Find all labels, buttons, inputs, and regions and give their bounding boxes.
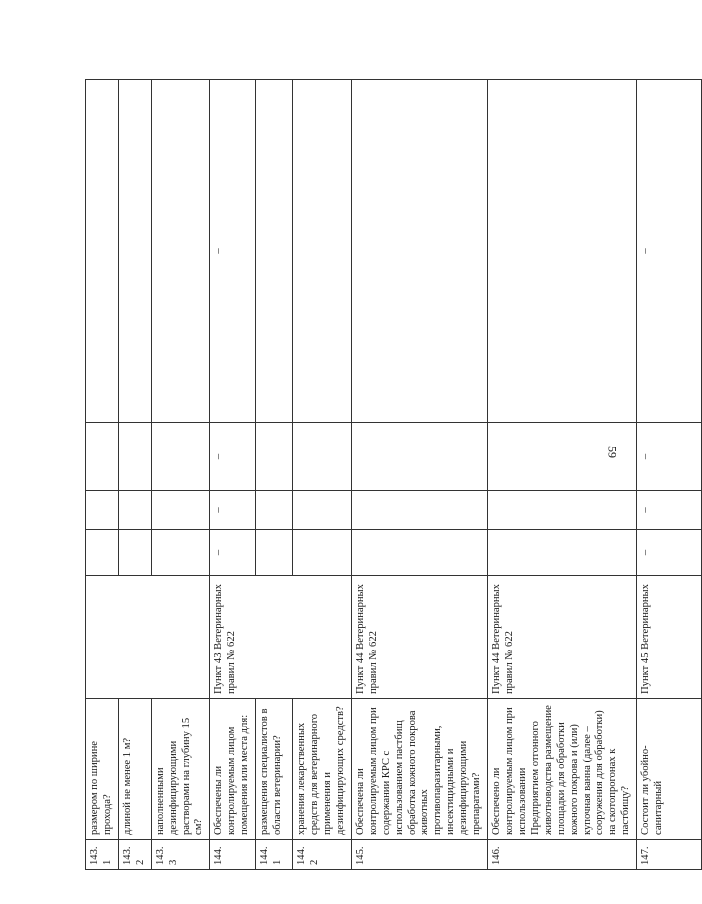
row-basis: Пункт 44 Ветеринарных правил № 622 — [351, 576, 487, 699]
table-row — [488, 80, 637, 870]
row-question: размещения специалистов в области ветеринарии? — [256, 699, 293, 840]
cell-yes — [86, 530, 119, 576]
row-number: 147. — [637, 840, 702, 870]
row-number: 143.1 — [86, 840, 119, 870]
row-question: Обеспечены ли контролируемым лицом помещения или места для: — [210, 699, 256, 840]
cell-note — [351, 80, 487, 423]
cell-note: – — [637, 80, 702, 423]
cell-na — [293, 423, 352, 491]
cell-note — [86, 80, 119, 423]
row-question: Состоит ли убойно-санитарный — [637, 699, 702, 840]
cell-na — [256, 423, 293, 491]
table-row — [351, 80, 487, 870]
cell-note: – — [210, 80, 256, 423]
row-number: 145. — [351, 840, 487, 870]
row-question: Обеспечено ли контролируемым лицом при использовании Предприятием отгонного животноводства размещение площадки для обработки кожного покрова и (или) купочная ванна (далее – сооружения для обработки) на скотопрогонах к пастбищу? — [488, 699, 637, 840]
table-row — [118, 80, 151, 870]
cell-no — [151, 491, 210, 530]
cell-na — [351, 423, 487, 491]
row-number: 144. — [210, 840, 256, 870]
row-basis: Пункт 44 Ветеринарных правил № 622 — [488, 576, 637, 699]
row-question: наполненными дезинфицирующими растворами на глубину 15 см? — [151, 699, 210, 840]
row-number: 143.2 — [118, 840, 151, 870]
cell-note — [256, 80, 293, 423]
cell-note — [488, 80, 637, 423]
cell-yes: – — [210, 530, 256, 576]
cell-no — [488, 491, 637, 530]
row-number: 143.3 — [151, 840, 210, 870]
cell-na — [488, 423, 637, 491]
table-row — [293, 80, 352, 870]
cell-no — [86, 491, 119, 530]
cell-no — [256, 491, 293, 530]
cell-no: – — [637, 491, 702, 530]
cell-note — [118, 80, 151, 423]
cell-note — [151, 80, 210, 423]
requirements-table — [85, 79, 702, 870]
row-question: хранения лекарственных средств для ветеринарного применения и дезинфицирующих средств? — [293, 699, 352, 840]
cell-yes — [488, 530, 637, 576]
page-number: 59 — [605, 446, 620, 458]
row-basis — [86, 576, 210, 699]
cell-yes — [151, 530, 210, 576]
cell-no — [118, 491, 151, 530]
row-question: Обеспечена ли контролируемым лицом при содержании КРС с использованием пастбищ обработка кожного покрова животных противопаразитарными, инсектицидными и дезинфицирующими препаратами? — [351, 699, 487, 840]
cell-na: – — [210, 423, 256, 491]
cell-no — [351, 491, 487, 530]
cell-na: – — [637, 423, 702, 491]
row-number: 146. — [488, 840, 637, 870]
table-row — [210, 80, 256, 870]
table-row — [256, 80, 293, 870]
table-row — [86, 80, 119, 870]
row-basis: Пункт 45 Ветеринарных — [637, 576, 702, 699]
cell-na — [151, 423, 210, 491]
row-question: длиной не менее 1 м? — [118, 699, 151, 840]
row-basis: Пункт 43 Ветеринарных правил № 622 — [210, 576, 351, 699]
cell-yes — [118, 530, 151, 576]
row-number: 144.1 — [256, 840, 293, 870]
cell-no — [293, 491, 352, 530]
cell-yes — [293, 530, 352, 576]
cell-note — [293, 80, 352, 423]
row-question: размером по ширине прохода? — [86, 699, 119, 840]
cell-na — [118, 423, 151, 491]
rotated-table-wrapper — [85, 80, 665, 870]
cell-yes — [351, 530, 487, 576]
row-number: 144.2 — [293, 840, 352, 870]
table-row — [637, 80, 702, 870]
table-row — [151, 80, 210, 870]
cell-no: – — [210, 491, 256, 530]
cell-yes — [256, 530, 293, 576]
cell-na — [86, 423, 119, 491]
cell-yes: – — [637, 530, 702, 576]
